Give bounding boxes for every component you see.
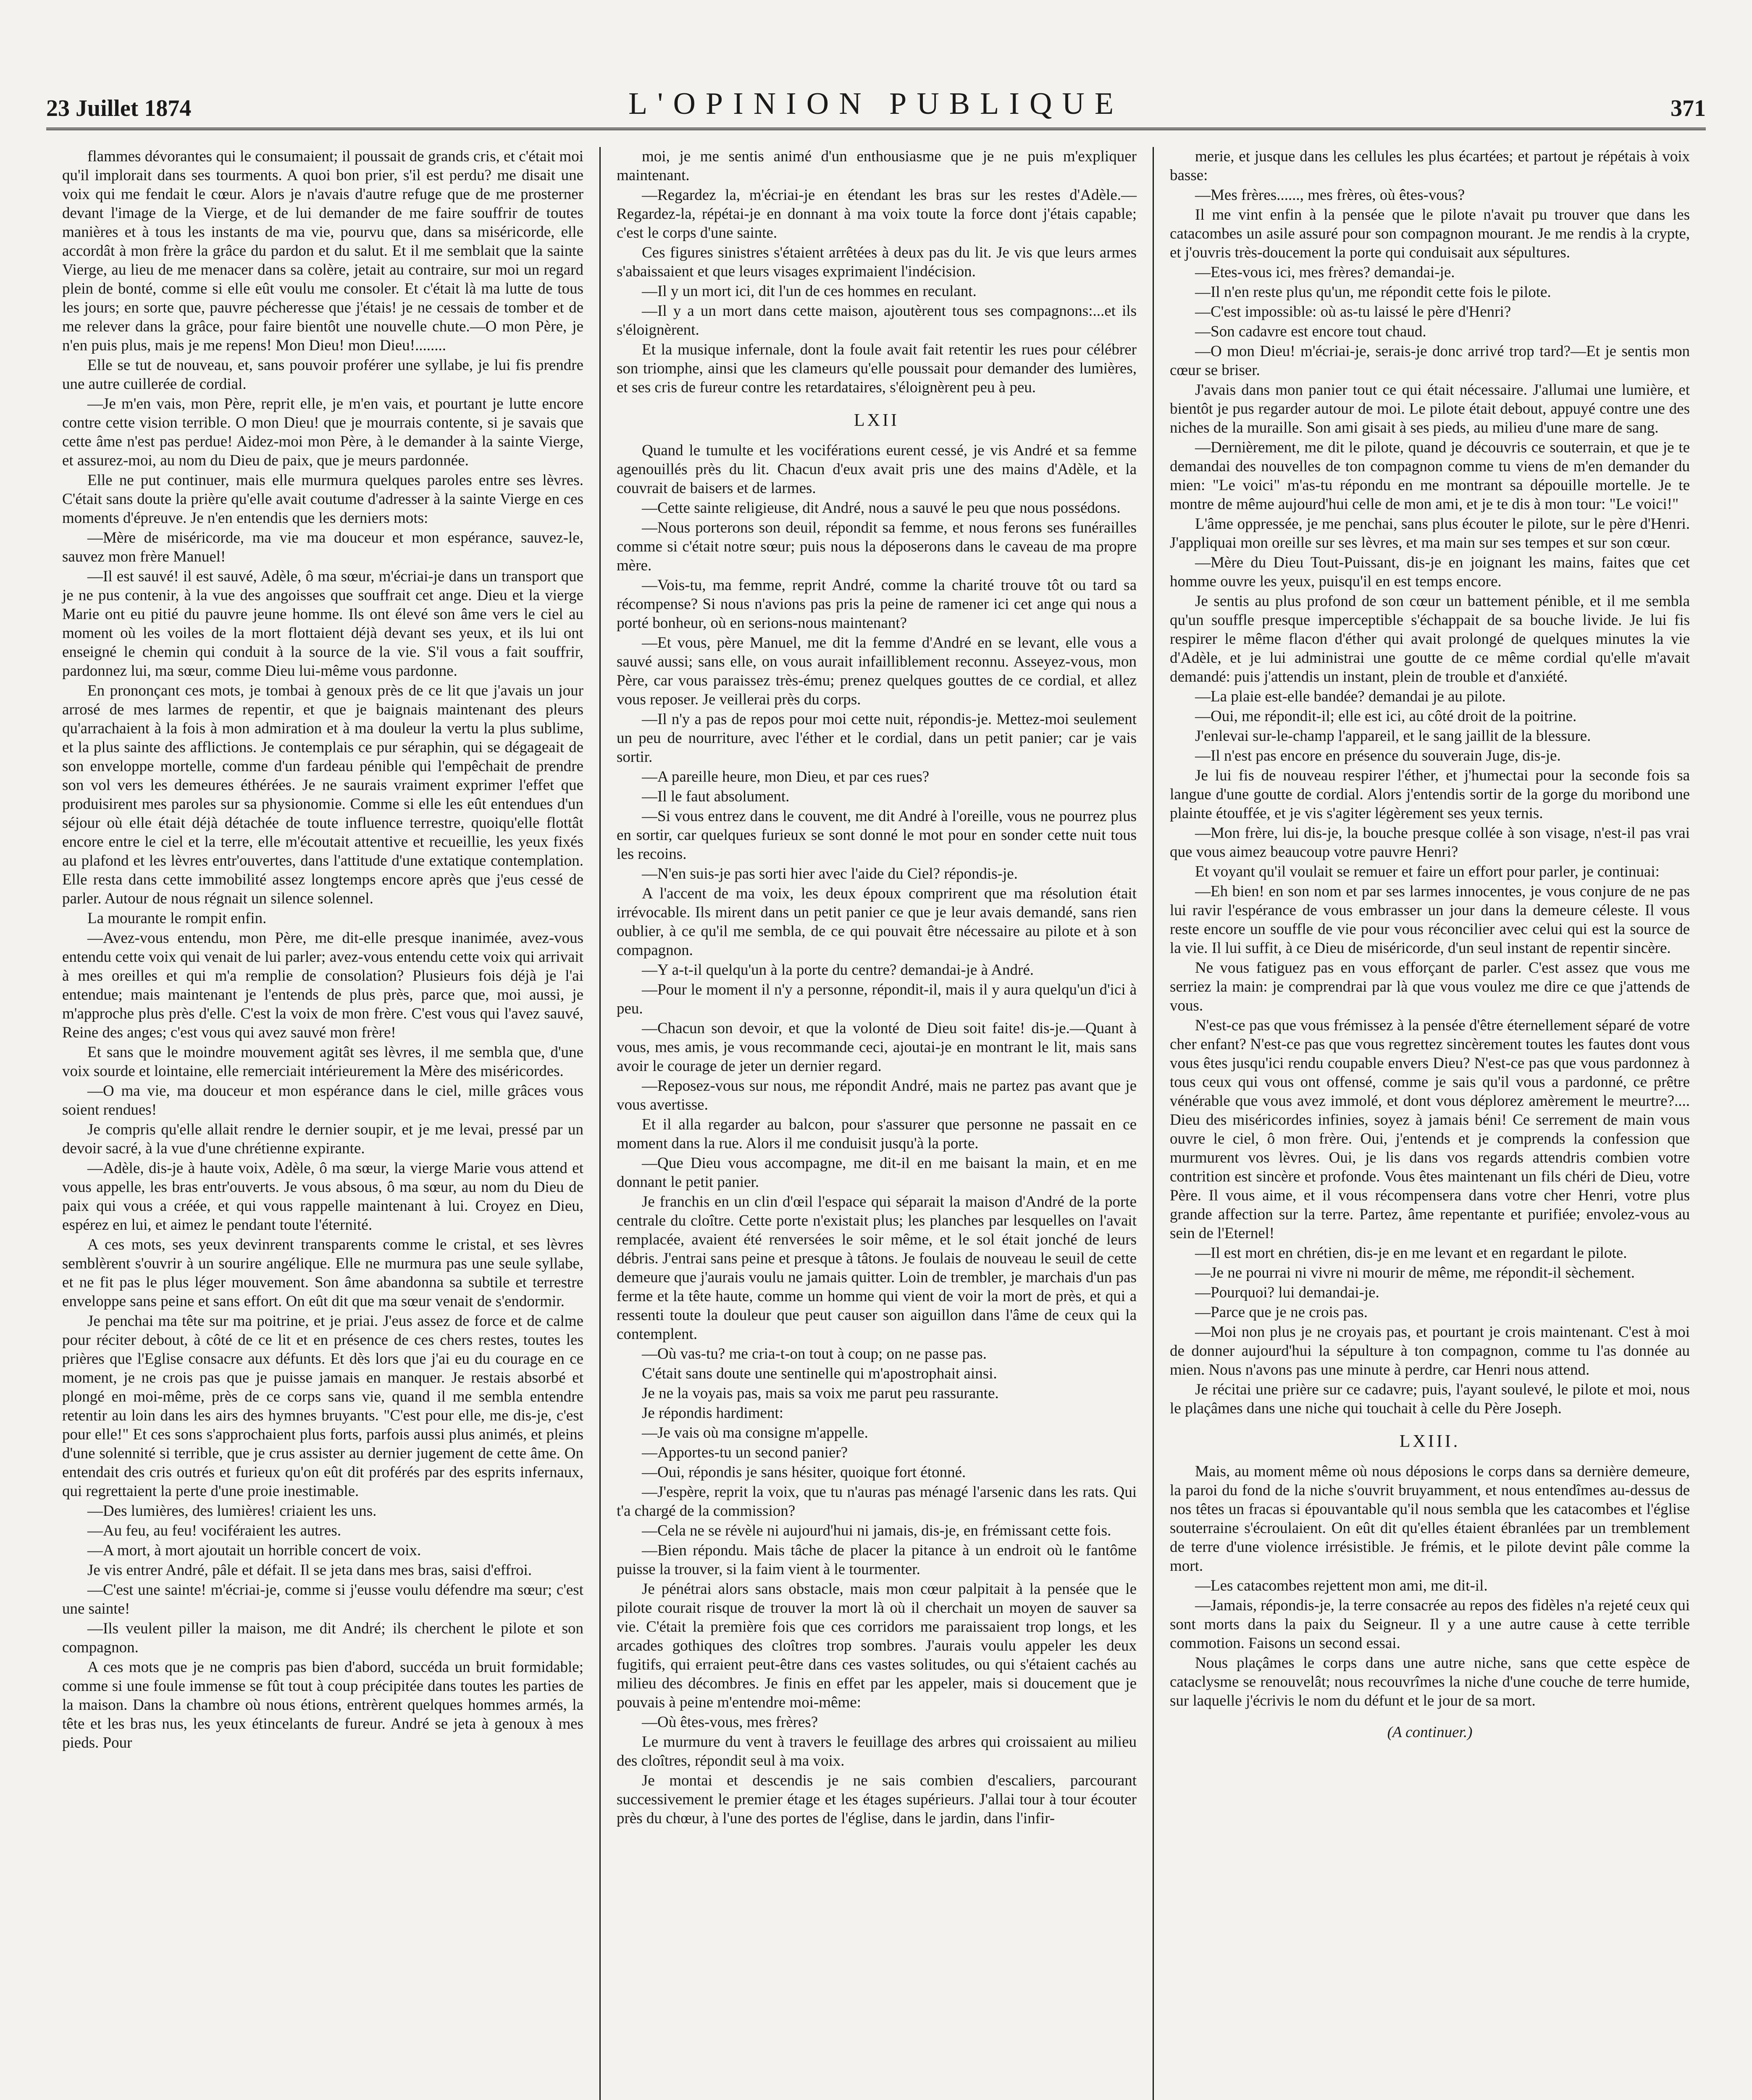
paragraph: —Moi non plus je ne croyais pas, et pourtant je crois maintenant. C'est à moi de donner aujourd'hui la sépulture à ton compagnon, comme tu l'as donnée au mien. Nous n'avons pas une minute à perdre, car Henri nous attend. [1170,1323,1690,1378]
paragraph: —Je ne pourrai ni vivre ni mourir de même, me répondit-il sèchement. [1195,1264,1635,1281]
paragraph: Je pénétrai alors sans obstacle, mais mon cœur palpitait à la pensée que le pilote courait risque de trouver la mort là où il cherchait un moyen de sauver sa vie. C'était la première fois que ces corridors me paraissaient trop longs, et les arcades gothiques des cloîtres trop sombres. J'aurais voulu appeler les deux fugitifs, qui erraient peut-être dans ces vastes solitudes, ou qui s'étaient cachés au milieu des décombres. Je finis en effet par les appeler, mais si doucement que je pouvais à peine m'entendre moi-même: [617,1580,1137,1711]
paragraph: —Si vous entrez dans le couvent, me dit André à l'oreille, vous ne pourrez plus en sortir, car quelques furieux se sont donné le mot pour en sonder cette nuit tous les recoins. [617,808,1137,863]
paragraph: Elle se tut de nouveau, et, sans pouvoir proférer une syllabe, je lui fis prendre une autre cuillerée de cordial. [62,357,583,393]
paragraph: —Je m'en vais, mon Père, reprit elle, je m'en vais, et pourtant je lutte encore contre cette vision terrible. O mon Dieu! que je mourrais contente, si je savais que cette âme n'est pas perdue! Aidez-moi mon Père, à le demander à la sainte Vierge, et assurez-moi, au nom du Dieu de paix, que je meurs pardonnée. [62,395,583,469]
paragraph: —Les catacombes rejettent mon ami, me dit-il. [1195,1577,1488,1594]
paragraph: —Mère du Dieu Tout-Puissant, dis-je en joignant les mains, faites que cet homme ouvre les yeux, puisqu'il en est temps encore. [1170,554,1690,590]
paragraph: Et il alla regarder au balcon, pour s'assurer que personne ne passait en ce moment dans la rue. Alors il me conduisit jusqu'à la porte. [617,1116,1137,1152]
paragraph: Je franchis en un clin d'œil l'espace qui séparait la maison d'André de la porte centrale du cloître. Cette porte n'existait plus; les planches par lesquelles on l'avait remplacée, avaient été renversées le soir même, et le sol était jonché de leurs débris. J'entrai sans peine et presque à tâtons. Je foulais de nouveau le seuil de cette demeure que j'aurais voulu ne jamais quitter. Loin de trembler, je marchais d'un pas ferme et la tête haute, comme un homme qui vient de voir la mort de près, et qui a ressenti toute la douleur que peut causer son aiguillon dans l'âme de ceux qui la contemplent. [617,1193,1137,1343]
paragraph: —O ma vie, ma douceur et mon espérance dans le ciel, mille grâces vous soient rendues! [62,1082,583,1118]
paragraph: —Vois-tu, ma femme, reprit André, comme la charité trouve tôt ou tard sa récompense? Si nous n'avions pas pris la peine de ramener ici cet ange qui nous a porté bonheur, où en serions-nous maintenant? [617,577,1137,632]
paragraph: merie, et jusque dans les cellules les plus écartées; et partout je répétais à voix basse: [1170,148,1690,184]
paragraph: —La plaie est-elle bandée? demandai je au pilote. [1195,688,1506,705]
paragraph: Je répondis hardiment: [642,1404,784,1422]
paragraph: J'enlevai sur-le-champ l'appareil, et le sang jaillit de la blessure. [1195,727,1591,745]
paragraph: —Pour le moment il n'y a personne, répondit-il, mais il y aura quelqu'un d'ici à peu. [617,981,1137,1017]
chapter-heading: LXII [854,411,899,430]
paragraph: Elle ne put continuer, mais elle murmura quelques paroles entre ses lèvres. C'était sans doute la prière qu'elle avait coutume d'adresser à la sainte Vierge en ces moments d'épreuve. Je n'en entendis que les derniers mots: [62,472,583,527]
paragraph: —Mère de miséricorde, ma vie ma douceur et mon espérance, sauvez-le, sauvez mon frère Manuel! [62,529,583,565]
paragraph: —Mes frères......, mes frères, où êtes-vous? [1195,186,1465,204]
paragraph: —Mon frère, lui dis-je, la bouche presque collée à son visage, n'est-il pas vrai que vous aimez beaucoup votre pauvre Henri? [1170,824,1690,861]
paragraph: —Des lumières, des lumières! criaient les uns. [87,1502,377,1520]
paragraph: Mais, au moment même où nous déposions le corps dans sa dernière demeure, la paroi du fond de la niche s'ouvrit bruyamment, et nous entendîmes au-dessus de nos têtes un fracas si épouvantable qu'il nous sembla que les catacombes et l'église souterraine s'écroulaient. On eût dit qu'elles étaient ébranlées par un tremblement de terre d'une violence irrésistible. Je frémis, et le pilote devint pâle comme la mort. [1170,1463,1690,1575]
issue-date: 23 Juillet 1874 [46,95,192,121]
paragraph: A l'accent de ma voix, les deux époux comprirent que ma résolution était irrévocable. Ils mirent dans un petit panier ce que je leur avais demandé, sans rien oublier, à ce qu'il me sembla, de ce qui pouvait être nécessaire au pilote et à son compagnon. [617,885,1137,959]
continuation-note: (A continuer.) [1387,1724,1473,1741]
paragraph: —C'est une sainte! m'écriai-je, comme si j'eusse voulu défendre ma sœur; c'est une sainte! [62,1581,583,1617]
paragraph: —Eh bien! en son nom et par ses larmes innocentes, je vous conjure de ne pas lui ravir l'espérance de vous embrasser un jour dans la demeure céleste. Il vous reste encore un souffle de vie pour vous réconcilier avec celui qui est la source de la vie. Il lui suffit, à ce Dieu de miséricorde, d'un seul instant de repentir sincère. [1170,883,1690,957]
paragraph: Je penchai ma tête sur ma poitrine, et je priai. J'eus assez de force et de calme pour réciter debout, à côté de ce lit et en présence de ces chers restes, toutes les prières que l'Eglise consacre aux défunts. Et dès lors que j'ai eu du courage en ce moment, je ne crois pas que je puisse jamais en manquer. Je restais absorbé et plongé en moi-même, près de ce corps sans vie, quand il me sembla entendre retentir au loin dans les airs des hymnes bruyants. "C'est pour elle, me dis-je, c'est pour elle!" Et ces sons s'approchaient plus forts, parfois aussi plus animés, et pleins d'une solennité si terrible, que je crus assister au dernier jugement de cette âme. On entendait des cris outrés et furieux qu'on eût dit proférés par des esprits infernaux, qui regrettaient la perte d'une proie inestimable. [62,1312,583,1500]
paragraph: C'était sans doute une sentinelle qui m'apostrophait ainsi. [642,1365,997,1382]
paragraph: Et voyant qu'il voulait se remuer et faire un effort pour parler, je continuai: [1195,863,1660,880]
paragraph: Je récitai une prière sur ce cadavre; puis, l'ayant soulevé, le pilote et moi, nous le plaçâmes dans une niche qui touchait à celle du Père Joseph. [1170,1381,1690,1417]
paragraph: —Que Dieu vous accompagne, me dit-il en me baisant la main, et en me donnant le petit panier. [617,1155,1137,1191]
paragraph: —Cette sainte religieuse, dit André, nous a sauvé le peu que nous possédons. [642,499,1121,517]
paragraph: —Bien répondu. Mais tâche de placer la pitance à un endroit où le fantôme puisse la trouver, si la faim vient à le tourmenter. [617,1542,1137,1578]
paragraph: Je lui fis de nouveau respirer l'éther, et j'humectai pour la seconde fois sa langue d'une goutte de cordial. Alors j'entendis sortir de la gorge du moribond une plainte étouffée, et je vis s'agiter légèrement ses yeux ternis. [1170,767,1690,822]
column-1 [46,147,599,2100]
chapter-heading: LXIII. [1399,1432,1460,1451]
paragraph: —Nous porterons son deuil, répondit sa femme, et nous ferons ses funérailles comme si c'était notre sœur; puis nous la déposerons dans le caveau de ma propre mère. [617,519,1137,574]
paragraph: Il me vint enfin à la pensée que le pilote n'avait pu trouver que dans les catacombes un asile assuré pour son compagnon mourant. Je me rendis à la crypte, et j'ouvris très-doucement la porte qui conduisait aux sépultures. [1170,206,1690,261]
paragraph: —A pareille heure, mon Dieu, et par ces rues? [642,768,930,785]
paragraph: Nous plaçâmes le corps dans une autre niche, sans que cette espèce de cataclysme se renouvelât; nous recouvrîmes la niche d'une couche de terre humide, sur laquelle j'écrivis le nom du défunt et le jour de sa mort. [1170,1654,1690,1709]
paragraph: Je compris qu'elle allait rendre le dernier soupir, et je me levai, pressé par un devoir sacré, à la vue d'une chrétienne expirante. [62,1121,583,1157]
paragraph: Et la musique infernale, dont la foule avait fait retentir les rues pour célébrer son triomphe, ainsi que les clameurs qu'elle poussait pour demander des lumières, et ses cris de fureur contre les retardataires, s'éloignèrent peu à peu. [617,341,1137,396]
column-3 [1153,147,1706,2100]
paragraph: —Ils veulent piller la maison, me dit André; ils cherchent le pilote et son compagnon. [62,1620,583,1656]
paragraph: J'avais dans mon panier tout ce qui était nécessaire. J'allumai une lumière, et bientôt je pus regarder autour de moi. Le pilote était debout, appuyé contre une des niches de la muraille. Son ami gisait à ses pieds, au milieu d'une mare de sang. [1170,381,1690,436]
paragraph: —Cela ne se révèle ni aujourd'hui ni jamais, dis-je, en frémissant cette fois. [642,1522,1111,1539]
paragraph: —Oui, répondis je sans hésiter, quoique fort étonné. [642,1464,966,1481]
paragraph: A ces mots que je ne compris pas bien d'abord, succéda un bruit formidable; comme si une foule immense se fût tout à coup précipitée dans toutes les parties de la maison. Dans la chambre où nous étions, entrèrent quelques hommes armés, la tête et les bras nus, les yeux étincelants de fureur. André se jeta à genoux à mes pieds. Pour [62,1659,583,1751]
paragraph: —Y a-t-il quelqu'un à la porte du centre? demandai-je à André. [642,961,1034,979]
paragraph: —Il y un mort ici, dit l'un de ces hommes en reculant. [642,283,977,300]
paragraph: Je montai et descendis je ne sais combien d'escaliers, parcourant successivement le premier étage et les étages supérieurs. J'allai tour à tour écouter près du chœur, à l'une des portes de l'église, dans le jardin, dans l'infir- [617,1772,1137,1827]
paragraph: Je sentis au plus profond de son cœur un battement pénible, et il me sembla qu'un souffle presque imperceptible s'échappait de sa bouche livide. Je lui fis respirer le même flacon d'éther qui avait prolongé de quelques minutes la vie d'Adèle, et je lui administrai une goutte de ce même cordial qu'elle m'avait demandé: puis j'attendis un instant, plein de trouble et d'anxiété. [1170,593,1690,685]
paragraph: —Je vais où ma consigne m'appelle. [642,1424,868,1441]
paragraph: —Il n'est pas encore en présence du souverain Juge, dis-je. [1195,747,1561,764]
paragraph: —Pourquoi? lui demandai-je. [1195,1284,1379,1301]
paragraph: En prononçant ces mots, je tombai à genoux près de ce lit que j'avais un jour arrosé de mes larmes de repentir, et que je baignais maintenant des pleurs qu'arrachaient à la fois à mon admiration et à ma douleur la vertu la plus sublime, et la plus sainte des afflictions. Je contemplais ce pur séraphin, qui se dégageait de son enveloppe mortelle, comme d'un fardeau pénible qui l'empêchait de prendre son vol vers les demeures éthérées. Je ne saurais vraiment exprimer l'effet que produisirent mes paroles sur sa physionomie. Comme si elle les eût entendues d'un séjour où elle était déjà détachée de toute influence terrestre, quoiqu'elle flottât encore entre le ciel et la terre, elle m'écoutait attentive et recueillie, les yeux fixés au plafond et les lèvres entr'ouvertes, dans l'attitude d'une extatique contemplation. Elle resta dans cette immobilité assez longtemps encore après que j'eus cessé de parler. Autour de nous régnait un silence solennel. [62,682,583,907]
paragraph: Et sans que le moindre mouvement agitât ses lèvres, il me sembla que, d'une voix sourde et lointaine, elle remerciait intérieurement la Mère des miséricordes. [62,1044,583,1080]
paragraph: flammes dévorantes qui le consumaient; il poussait de grands cris, et c'était moi qu'il implorait dans ses tourments. A quoi bon prier, s'il est perdu? me disait une voix qui me fendait le cœur. Alors je n'avais d'autre refuge que de me prosterner devant l'image de la Vierge, et de lui demander de me faire souffrir de toutes manières et à tous les instants de ma vie, pourvu que, dans sa miséricorde, elle accordât à mon frère la grâce du pardon et du salut. Et il me semblait que la sainte Vierge, au lieu de me menacer dans sa colère, jetait au contraire, sur moi un regard plein de bonté, comme si elle eût voulu me consoler. Et c'était là ma lutte de tous les jours; en sorte que, pauvre pécheresse que j'étais! je ne cessais de tomber et de me relever dans la grâce, pour faire bientôt une nouvelle chute.—O mon Père, je n'en puis plus, mais je me repens! Mon Dieu! mon Dieu!........ [62,148,583,354]
paragraph: —Reposez-vous sur nous, me répondit André, mais ne partez pas avant que je vous avertisse. [617,1077,1137,1113]
paragraph: —A mort, à mort ajoutait un horrible concert de voix. [87,1542,421,1559]
paragraph: —Où vas-tu? me cria-t-on tout à coup; on ne passe pas. [642,1345,987,1362]
paragraph: —Regardez la, m'écriai-je en étendant les bras sur les restes d'Adèle.—Regardez-la, répétai-je en donnant à ma voix toute la force dont j'étais capable; c'est le corps d'une sainte. [617,186,1137,242]
paragraph: Je vis entrer André, pâle et défait. Il se jeta dans mes bras, saisi d'effroi. [87,1562,532,1579]
paragraph: Quand le tumulte et les vociférations eurent cessé, je vis André et sa femme agenouillés près du lit. Chacun d'eux avait pris une des mains d'Adèle, et la couvrait de baisers et de larmes. [617,442,1137,497]
column-2 [599,147,1153,2100]
paragraph: moi, je me sentis animé d'un enthousiasme que je ne puis m'expliquer maintenant. [617,148,1137,184]
paragraph: —Il est mort en chrétien, dis-je en me levant et en regardant le pilote. [1195,1244,1627,1262]
paragraph: —Il le faut absolument. [642,788,790,805]
paragraph: Ces figures sinistres s'étaient arrêtées à deux pas du lit. Je vis que leurs armes s'abaissaient et que leurs visages exprimaient l'indécision. [617,244,1137,280]
paragraph: —N'en suis-je pas sorti hier avec l'aide du Ciel? répondis-je. [642,865,1018,882]
paragraph: A ces mots, ses yeux devinrent transparents comme le cristal, et ses lèvres semblèrent s'ouvrir à un sourire angélique. Elle ne murmura pas une seule syllabe, et ne fit pas le plus léger mouvement. Son âme abandonna sa subtile et terrestre enveloppe sans peine et sans effort. On eût dit que ma sœur venait de s'endormir. [62,1236,583,1310]
paragraph: —Et vous, père Manuel, me dit la femme d'André en se levant, elle vous a sauvé aussi; sans elle, on vous aurait infailliblement reconnu. Asseyez-vous, mon Père, car vous paraissez très-ému; prenez quelques gouttes de ce cordial, et allez vous reposer. Je veillerai près du corps. [617,634,1137,708]
paragraph: N'est-ce pas que vous frémissez à la pensée d'être éternellement séparé de votre cher enfant? N'est-ce pas que vous regrettez sincèrement toutes les fautes dont vous vous êtes jusqu'ici rendu coupable envers Dieu? N'est-ce pas que vous pardonnez à tous ceux qui vous ont offensé, comme je sais qu'il vous a pardonné, ce prêtre vénérable que vous avez immolé, et dont vous déplorez amèrement le meurtre?.... Dieu des miséricordes infinies, soyez à jamais béni! Ce serrement de main vous ouvre le ciel, ô mon frère. Oui, j'entends et je comprends la confession que murmurent vos lèvres. Oui, je lis dans vos regards attendris combien votre contrition est sincère et profonde. Vous êtes maintenant un fils chéri de Dieu, votre Père. Il vous aime, et il vous récompensera dans votre cher Henri, votre plus grande affection sur la terre. Partez, âme repentante et purifiée; envolez-vous au sein de l'Eternel! [1170,1017,1690,1242]
paragraph: —Au feu, au feu! vociféraient les autres. [87,1522,341,1539]
paragraph: —C'est impossible: où as-tu laissé le père d'Henri? [1195,303,1511,320]
paragraph: —Avez-vous entendu, mon Père, me dit-elle presque inanimée, avez-vous entendu cette voix qui venait de lui parler; avez-vous entendu cette voix qui arrivait à mes oreilles et qui m'a remplie de consolation? Plusieurs fois déjà je l'ai entendue; mais maintenant je l'entends de plus près, parce que, moi aussi, je m'approche plus près d'elle. C'est la voix de mon frère. C'est vous qui l'avez sauvé, Reine des anges; c'est vous qui avez sauvé mon frère! [62,929,583,1041]
paragraph: —Oui, me répondit-il; elle est ici, au côté droit de la poitrine. [1195,708,1577,725]
page-header [46,71,1706,130]
paragraph: L'âme oppressée, je me penchai, sans plus écouter le pilote, sur le père d'Henri. J'appliquai mon oreille sur ses lèvres, et ma main sur ses tempes et sur son cœur. [1170,515,1690,551]
paragraph: Ne vous fatiguez pas en vous efforçant de parler. C'est assez que vous me serriez la main: je comprendrai par là que vous voulez me dire ce que j'attends de vous. [1170,959,1690,1014]
paragraph: —O mon Dieu! m'écriai-je, serais-je donc arrivé trop tard?—Et je sentis mon cœur se briser. [1170,343,1690,379]
paragraph: —Il n'en reste plus qu'un, me répondit cette fois le pilote. [1195,284,1551,301]
paragraph: Le murmure du vent à travers le feuillage des arbres qui croissaient au milieu des cloîtres, répondit seul à ma voix. [617,1733,1137,1769]
paragraph: Je ne la voyais pas, mais sa voix me parut peu rassurante. [642,1385,999,1402]
paragraph: La mourante le rompit enfin. [87,910,267,927]
paragraph: —J'espère, reprit la voix, que tu n'auras pas ménagé l'arsenic dans les rats. Qui t'a chargé de la commission? [617,1483,1137,1520]
paragraph: —Adèle, dis-je à haute voix, Adèle, ô ma sœur, la vierge Marie vous attend et vous appelle, les bras entr'ouverts. Je vous absous, ô ma sœur, au nom du Dieu de paix qui vous a créée, et qui vous rappelle maintenant à lui. Croyez en Dieu, espérez en lui, et aimez le pendant toute l'éternité. [62,1160,583,1234]
text-columns [46,147,1706,2100]
paragraph: —Il y a un mort dans cette maison, ajoutèrent tous ses compagnons:...et ils s'éloignèrent. [617,302,1137,339]
paragraph: —Où êtes-vous, mes frères? [642,1714,818,1731]
paragraph: —Il est sauvé! il est sauvé, Adèle, ô ma sœur, m'écriai-je dans un transport que je ne pus contenir, à la vue des angoisses que souffrait cet ange. Dieu et la vierge Marie ont eu pitié du pauvre jeune homme. Ils ont élevé son âme vers le ciel au moment où les voiles de la mort flottaient déjà devant ses yeux, et ils lui ont enseigné le chemin qui conduit à la source de la vie. S'il vous a fait souffrir, pardonnez lui, ma sœur, comme Dieu lui-même vous pardonne. [62,568,583,680]
page-number: 371 [1671,95,1706,121]
paragraph: —Jamais, répondis-je, la terre consacrée au repos des fidèles n'a rejeté ceux qui sont morts dans la paix du Seigneur. Il y a une autre cause à cette terrible commotion. Faisons un second essai. [1170,1597,1690,1652]
paragraph: —Etes-vous ici, mes frères? demandai-je. [1195,264,1455,281]
paragraph: —Parce que je ne crois pas. [1195,1304,1368,1321]
paragraph: —Dernièrement, me dit le pilote, quand je découvris ce souterrain, et que je te demandai des nouvelles de ton compagnon comme tu viens de m'en demander du mien: "Le voici" m'as-tu répondu en me montrant sa dépouille mortelle. Je te montre de même aujourd'hui celle de mon ami, et je te dis à mon tour: "Le voici!" [1170,439,1690,513]
paragraph: —Chacun son devoir, et que la volonté de Dieu soit faite! dis-je.—Quant à vous, mes amis, je vous recommande ceci, ajoutai-je en montrant le lit, mais sans avoir le courage de jeter un dernier regard. [617,1020,1137,1075]
paragraph: —Son cadavre est encore tout chaud. [1195,323,1426,340]
paragraph: —Apportes-tu un second panier? [642,1444,848,1461]
newspaper-title: L'OPINION PUBLIQUE [628,87,1124,121]
paragraph: —Il n'y a pas de repos pour moi cette nuit, répondis-je. Mettez-moi seulement un peu de nourriture, avec l'éther et le cordial, dans un petit panier; car je vais sortir. [617,711,1137,766]
